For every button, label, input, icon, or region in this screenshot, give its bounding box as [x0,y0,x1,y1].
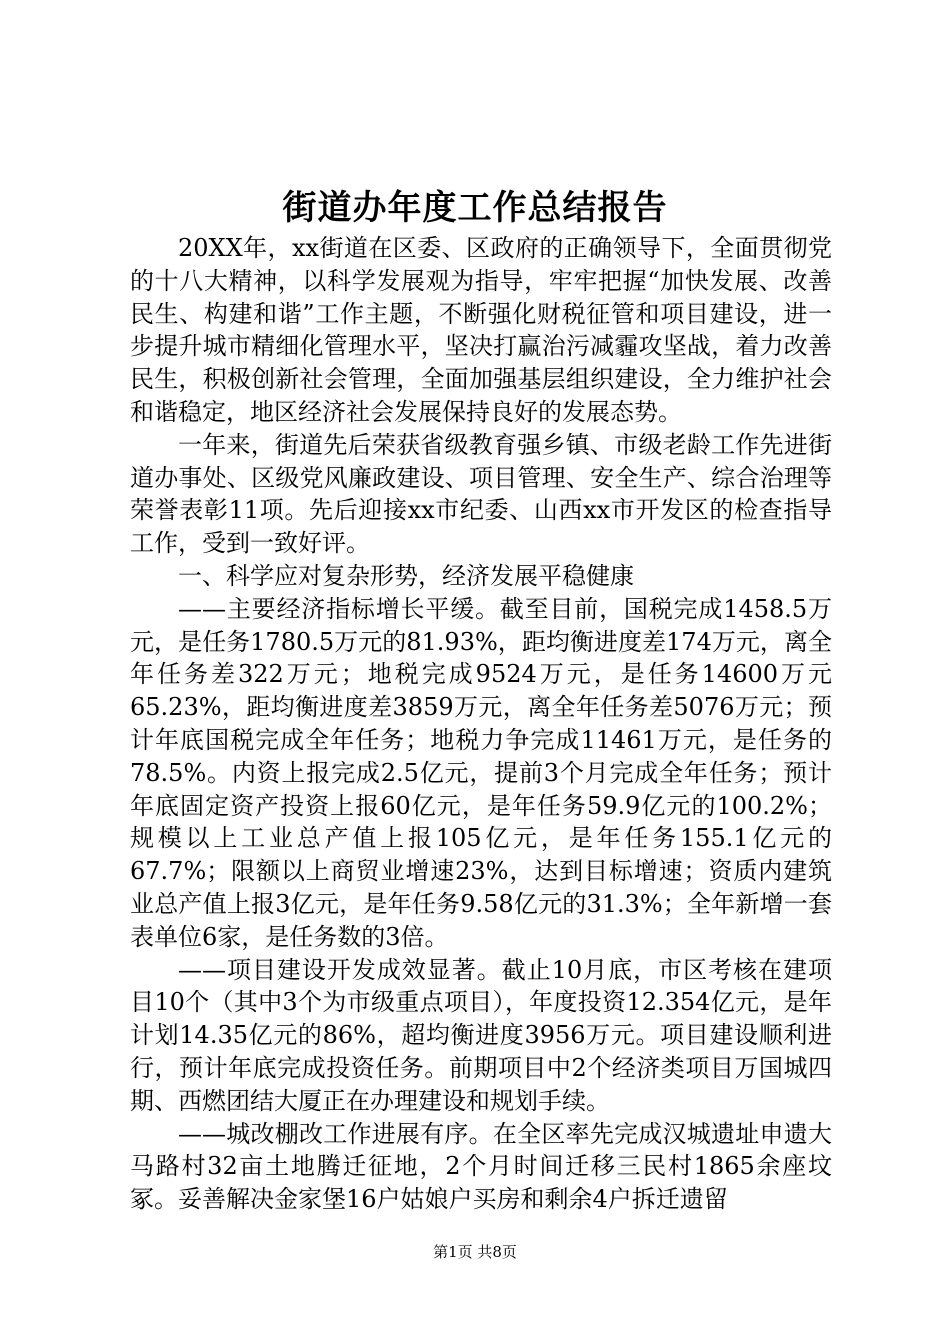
page-footer: 第1页 共8页 [433,1243,517,1261]
document-body [130,232,832,1216]
paragraph-project-construction: ——项目建设开发成效显著。截止10月底，市区考核在建项目10个（其中3个为市级重点项目），年度投资12.354亿元，是年计划14.35亿元的86%，超均衡进度3956万元。项目建设顺利进行，预计年底完成投资任务。前期项目中2个经济类项目万国城四期、西燃团结大厦正在办理建设和规划手续。 [130,955,832,1115]
paragraph-honors: 一年来，街道先后荣获省级教育强乡镇、市级老龄工作先进街道办事处、区级党风廉政建设、项目管理、安全生产、综合治理等荣誉表彰11项。先后迎接xx市纪委、山西xx市开发区的检查指导工作，受到一致好评。 [130,430,832,558]
paragraph-economic-indicators: ——主要经济指标增长平缓。截至目前，国税完成1458.5万元，是任务1780.5万元的81.93%，距均衡进度差174万元，离全年任务差322万元；地税完成9524万元，是任务14600万元65.23%，距均衡进度差3859万元，离全年任务差5076万元；预计年底国税完成全年任务；地税力争完成11461万元，是任务的78.5%。内资上报完成2.5亿元，提前3个月完成全年任务；预计年底固定资产投资上报60亿元，是年任务59.9亿元的100.2%；规模以上工业总产值上报105亿元，是年任务155.1亿元的67.7%；限额以上商贸业增速23%，达到目标增速；资质内建筑业总产值上报3亿元，是年任务9.58亿元的31.3%；全年新增一套表单位6家，是任务数的3倍。 [130,594,832,951]
section-heading-1: 一、科学应对复杂形势，经济发展平稳健康 [178,561,634,590]
paragraph-urban-renewal: ——城改棚改工作进展有序。在全区率先完成汉城遗址申遗大马路村32亩土地腾迁征地，2个月时间迁移三民村1865余座坟冢。妥善解决金家堡16户姑娘户买房和剩余4户拆迁遗留 [130,1119,832,1214]
document-title: 街道办年度工作总结报告 [282,188,668,228]
paragraph-intro: 20XX年，xx街道在区委、区政府的正确领导下，全面贯彻党的十八大精神，以科学发展观为指导，牢牢把握“加快发展、改善民生、构建和谐”工作主题，不断强化财税征管和项目建设，进一步提升城市精细化管理水平，坚决打赢治污减霾攻坚战，着力改善民生，积极创新社会管理，全面加强基层组织建设，全力维护社会和谐稳定，地区经济社会发展保持良好的发展态势。 [130,234,832,426]
